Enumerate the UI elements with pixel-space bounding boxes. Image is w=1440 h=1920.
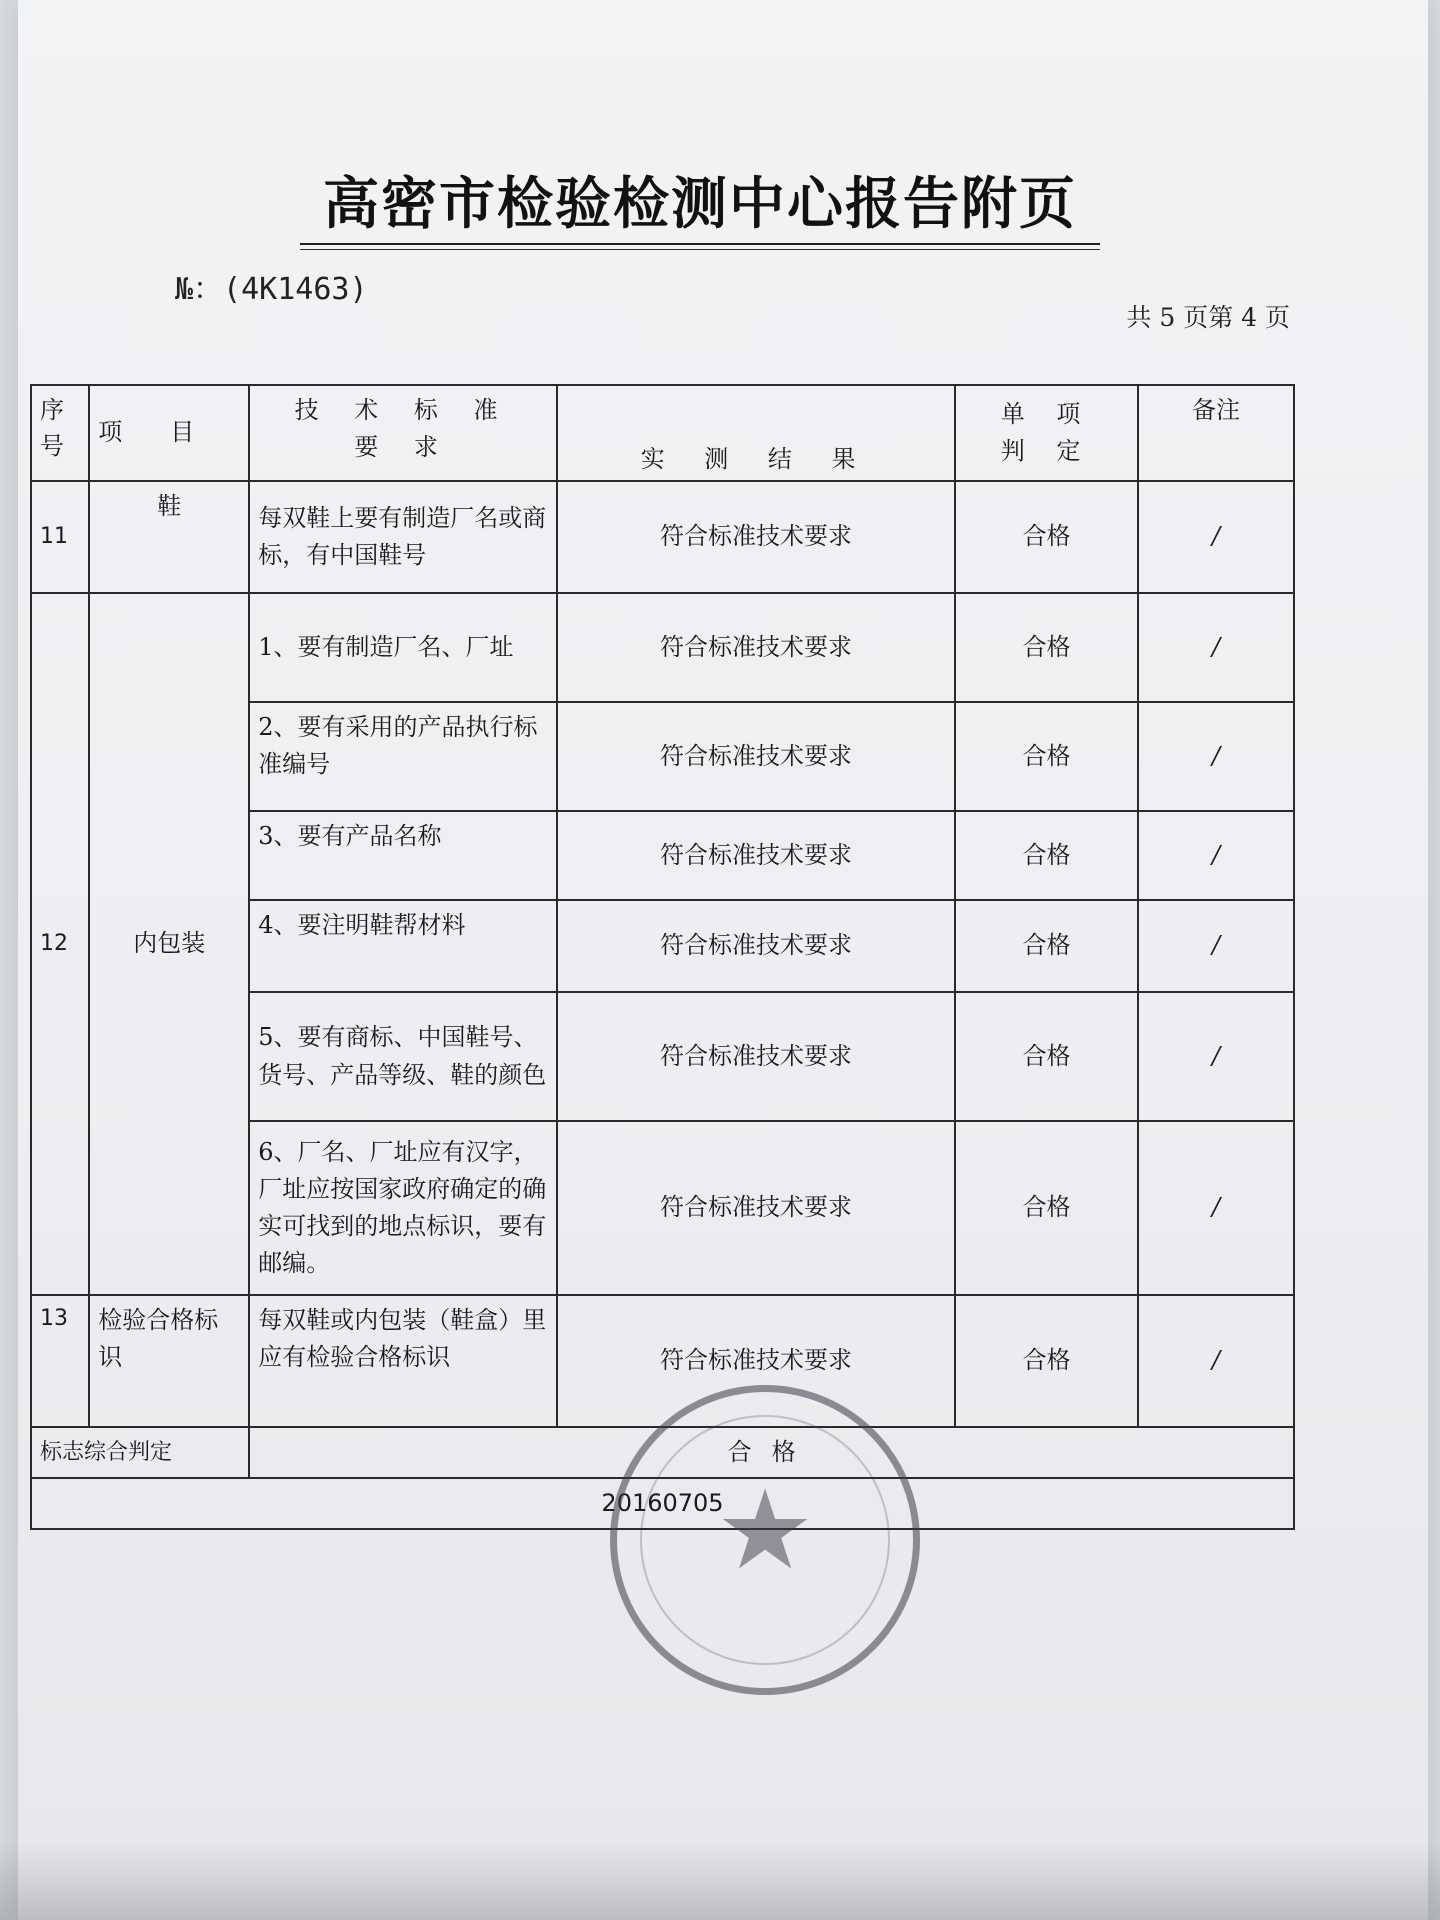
row-standard: 2、要有采用的产品执行标准编号 (249, 702, 557, 811)
report-number: №：(4K1463) (175, 272, 368, 307)
row-result: 符合标准技术要求 (557, 1295, 955, 1427)
row-judgment: 合格 (955, 1295, 1138, 1427)
row-remark: / (1138, 481, 1294, 593)
summary-label: 标志综合判定 (31, 1427, 249, 1478)
row-judgment: 合格 (955, 900, 1138, 992)
header-result: 实 测 结 果 (557, 385, 955, 481)
row-item: 鞋 (89, 481, 249, 593)
row-remark: / (1138, 900, 1294, 992)
row-judgment: 合格 (955, 593, 1138, 702)
header-standard (249, 385, 557, 481)
row-judgment: 合格 (955, 811, 1138, 900)
row-judgment: 合格 (955, 481, 1138, 593)
row-standard: 每双鞋上要有制造厂名或商标，有中国鞋号 (249, 481, 557, 593)
header-remark: 备注 (1138, 385, 1294, 481)
seal-star-icon: ★ (715, 1466, 815, 1594)
title-underline-thin (300, 249, 1100, 250)
row-seq: 11 (31, 481, 89, 593)
row-item: 检验合格标识 (89, 1295, 249, 1427)
header-standard-text: 技 术 标 准 要 求 (294, 396, 512, 462)
table-row (31, 481, 1294, 593)
row-judgment: 合格 (955, 1121, 1138, 1295)
table-row (31, 593, 1294, 702)
page-bottom-shadow (0, 1840, 1440, 1920)
row-standard: 1、要有制造厂名、厂址 (249, 593, 557, 702)
header-judgment-text: 单 项 判 定 (1000, 399, 1093, 465)
row-standard: 4、要注明鞋帮材料 (249, 900, 557, 992)
row-result: 符合标准技术要求 (557, 481, 955, 593)
row-remark: / (1138, 702, 1294, 811)
header-item: 项 目 (89, 385, 249, 481)
row-standard: 6、厂名、厂址应有汉字，厂址应按国家政府确定的确实可找到的地点标识，要有邮编。 (249, 1121, 557, 1295)
title-underline (300, 243, 1100, 245)
row-remark: / (1138, 811, 1294, 900)
row-remark: / (1138, 992, 1294, 1121)
inspection-table (30, 384, 1295, 1530)
table-row (31, 1295, 1294, 1427)
report-title: 高密市检验检测中心报告附页 (323, 171, 1077, 237)
row-seq: 13 (31, 1295, 89, 1427)
row-remark: / (1138, 593, 1294, 702)
summary-date: 20160705 (31, 1478, 1294, 1529)
page-info: 共 5 页第 4 页 (1126, 303, 1290, 332)
row-result: 符合标准技术要求 (557, 811, 955, 900)
row-judgment: 合格 (955, 702, 1138, 811)
row-remark: / (1138, 1295, 1294, 1427)
row-standard: 每双鞋或内包装（鞋盒）里应有检验合格标识 (249, 1295, 557, 1427)
row-result: 符合标准技术要求 (557, 702, 955, 811)
header-judgment (955, 385, 1138, 481)
row-judgment: 合格 (955, 992, 1138, 1121)
row-result: 符合标准技术要求 (557, 900, 955, 992)
row-standard: 3、要有产品名称 (249, 811, 557, 900)
summary-value: 合格 (249, 1427, 1294, 1478)
row-item: 内包装 (89, 593, 249, 1295)
row-result: 符合标准技术要求 (557, 593, 955, 702)
row-standard: 5、要有商标、中国鞋号、货号、产品等级、鞋的颜色 (249, 992, 557, 1121)
row-seq: 12 (31, 593, 89, 1295)
row-result: 符合标准技术要求 (557, 1121, 955, 1295)
header-seq-text: 序号 (40, 396, 64, 460)
row-result: 符合标准技术要求 (557, 992, 955, 1121)
row-remark: / (1138, 1121, 1294, 1295)
header-seq (31, 385, 89, 481)
table-header-row (31, 385, 1294, 481)
